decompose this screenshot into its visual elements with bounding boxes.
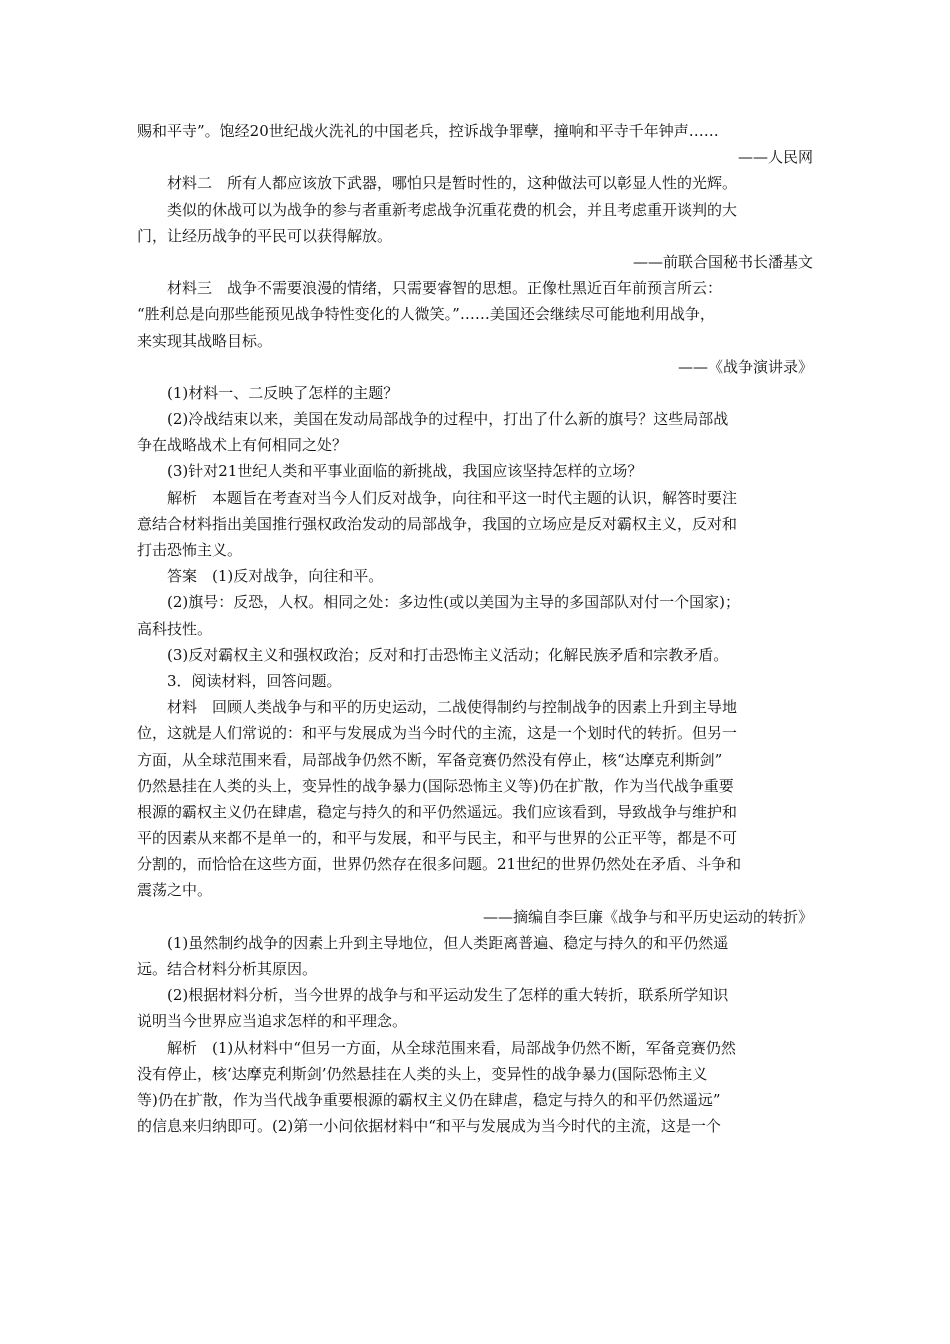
text-line: 门，让经历战争的平民可以获得解放。 — [137, 226, 393, 245]
question-line: (2)根据材料分析，当今世界的战争与和平运动发生了怎样的重大转折，联系所学知识 — [167, 986, 729, 1005]
source-attribution: ——摘编自李巨廉《战争与和平历史运动的转折》 — [482, 907, 813, 926]
text-line: “胜利总是向那些能预见战争特性变化的人微笑。”……美国还会继续尽可能地利用战争， — [137, 305, 715, 324]
source-attribution: ——《战争演讲录》 — [677, 357, 813, 376]
text-line: 根源的霸权主义仍在肆虐，稳定与持久的和平仍然遥远。我们应该看到，导致战争与维护和 — [137, 802, 738, 821]
question-heading: 3．阅读材料，回答问题。 — [167, 671, 342, 690]
text-line: 仍然悬挂在人类的头上，变异性的战争暴力(国际恐怖主义等)仍在扩散，作为当代战争重要 — [137, 776, 734, 795]
text-line: 类似的休战可以为战争的参与者重新考虑战争沉重花费的机会，并且考虑重开谈判的大 — [167, 200, 738, 219]
analysis-line: 的信息来归纳即可。(2)第一小问依据材料中“和平与发展成为当今时代的主流，这是一个 — [137, 1117, 721, 1136]
analysis-line: 没有停止，核‘达摩克利斯剑’仍然悬挂在人类的头上，变异性的战争暴力(国际恐怖主义 — [137, 1064, 708, 1083]
text-line: 材料 回顾人类战争与和平的历史运动，二战使得制约与控制战争的因素上升到主导地 — [167, 698, 738, 717]
answer-line: 高科技性。 — [137, 619, 213, 638]
analysis-line: 打击恐怖主义。 — [137, 541, 243, 559]
question-line: 远。结合材料分析其原因。 — [137, 960, 318, 978]
question-line: (1)虽然制约战争的因素上升到主导地位，但人类距离普遍、稳定与持久的和平仍然遥 — [167, 933, 729, 952]
question-line: (1)材料一、二反映了怎样的主题？ — [167, 383, 399, 402]
text-line: 方面，从全球范围来看，局部战争仍然不断，军备竞赛仍然没有停止，核“达摩克利斯剑” — [137, 750, 723, 769]
analysis-line: 解析 本题旨在考查对当今人们反对战争，向往和平这一时代主题的认识，解答时要注 — [167, 488, 738, 507]
text-line: 赐和平寺”。饱经20世纪战火洗礼的中国老兵，控诉战争罪孽，撞响和平寺千年钟声…… — [137, 122, 719, 140]
source-attribution: ——人民网 — [737, 148, 813, 167]
question-line: (3)针对21世纪人类和平事业面临的新挑战，我国应该坚持怎样的立场？ — [167, 462, 643, 481]
question-line: 争在战略战术上有何相同之处？ — [137, 436, 348, 455]
question-line: (2)冷战结束以来，美国在发动局部战争的过程中，打出了什么新的旗号？这些局部战 — [167, 410, 729, 429]
source-attribution: ——前联合国秘书长潘基文 — [632, 252, 813, 271]
text-line: 震荡之中。 — [137, 881, 213, 900]
document-page — [137, 118, 815, 1139]
answer-line: 答案 (1)反对战争，向往和平。 — [167, 567, 384, 586]
text-line: 位，这就是人们常说的：和平与发展成为当今时代的主流，这是一个划时代的转折。但另一 — [137, 724, 738, 743]
text-line: 平的因素从来都不是单一的，和平与发展，和平与民主，和平与世界的公正平等，都是不可 — [137, 829, 738, 848]
answer-line: (3)反对霸权主义和强权政治；反对和打击恐怖主义活动；化解民族矛盾和宗教矛盾。 — [167, 645, 729, 664]
text-line: 材料二 所有人都应该放下武器，哪怕只是暂时性的，这种做法可以彰显人性的光辉。 — [167, 174, 738, 193]
text-line: 来实现其战略目标。 — [137, 331, 273, 350]
text-line: 材料三 战争不需要浪漫的情绪，只需要睿智的思想。正像杜黑近百年前预言所云： — [167, 279, 723, 298]
answer-line: (2)旗号：反恐，人权。相同之处：多边性(或以美国为主导的多国部队对付一个国家)； — [167, 593, 740, 612]
text-line: 分割的，而恰恰在这些方面，世界仍然存在很多问题。21世纪的世界仍然处在矛盾、斗争和 — [137, 855, 742, 874]
analysis-line: 意结合材料指出美国推行强权政治发动的局部战争，我国的立场应是反对霸权主义，反对和 — [137, 514, 738, 533]
analysis-line: 等)仍在扩散，作为当代战争重要根源的霸权主义仍在肆虐，稳定与持久的和平仍然遥远” — [137, 1090, 721, 1109]
analysis-line: 解析 (1)从材料中“但另一方面，从全球范围来看，局部战争仍然不断，军备竞赛仍然 — [167, 1038, 736, 1057]
question-line: 说明当今世界应当追求怎样的和平理念。 — [137, 1012, 408, 1031]
